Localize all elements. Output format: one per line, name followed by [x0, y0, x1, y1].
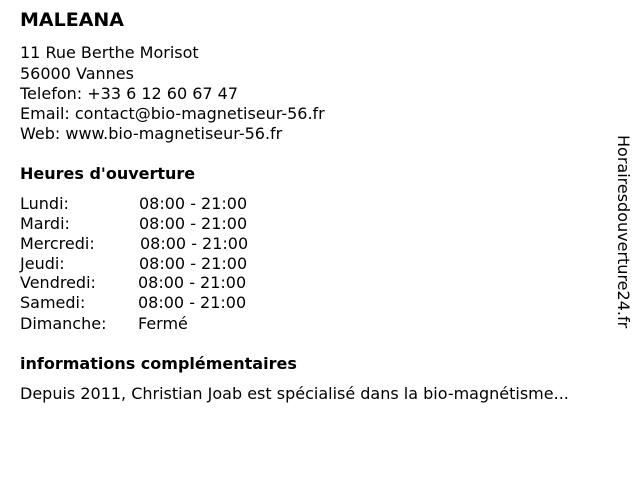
hours-row-wednesday — [20, 234, 249, 254]
site-watermark: Horairesdouverture24.fr — [614, 135, 633, 329]
time-value: 08:00 - 21:00 — [139, 214, 248, 233]
phone-line: Telefon: +33 6 12 60 67 47 — [20, 84, 239, 103]
day-label: Mardi: — [20, 214, 70, 233]
hours-row-thursday — [20, 254, 248, 274]
hours-row-sunday — [20, 314, 188, 334]
business-name: MALEANA — [20, 9, 125, 31]
time-value: 08:00 - 21:00 — [139, 254, 248, 273]
email-line: Email: contact@bio-magnetiseur-56.fr — [20, 104, 325, 123]
day-label: Jeudi: — [20, 254, 65, 273]
time-value: Fermé — [138, 314, 188, 333]
info-text: Depuis 2011, Christian Joab est spécialisé dans la bio-magnétisme... — [20, 384, 569, 403]
address-line-1: 11 Rue Berthe Morisot — [20, 43, 199, 62]
web-line: Web: www.bio-magnetiseur-56.fr — [20, 124, 283, 143]
hours-row-monday — [20, 194, 248, 214]
day-label: Lundi: — [20, 194, 69, 213]
time-value: 08:00 - 21:00 — [140, 234, 249, 253]
day-label: Vendredi: — [20, 273, 96, 292]
hours-heading: Heures d'ouverture — [20, 164, 196, 183]
time-value: 08:00 - 21:00 — [138, 293, 247, 312]
time-value: 08:00 - 21:00 — [138, 273, 247, 292]
day-label: Samedi: — [20, 293, 86, 312]
info-heading: informations complémentaires — [20, 354, 297, 373]
time-value: 08:00 - 21:00 — [139, 194, 248, 213]
day-label: Mercredi: — [20, 234, 95, 253]
hours-row-saturday — [20, 293, 247, 313]
address-line-2: 56000 Vannes — [20, 64, 134, 83]
day-label: Dimanche: — [20, 314, 107, 333]
hours-row-tuesday — [20, 214, 248, 234]
hours-row-friday — [20, 273, 247, 293]
